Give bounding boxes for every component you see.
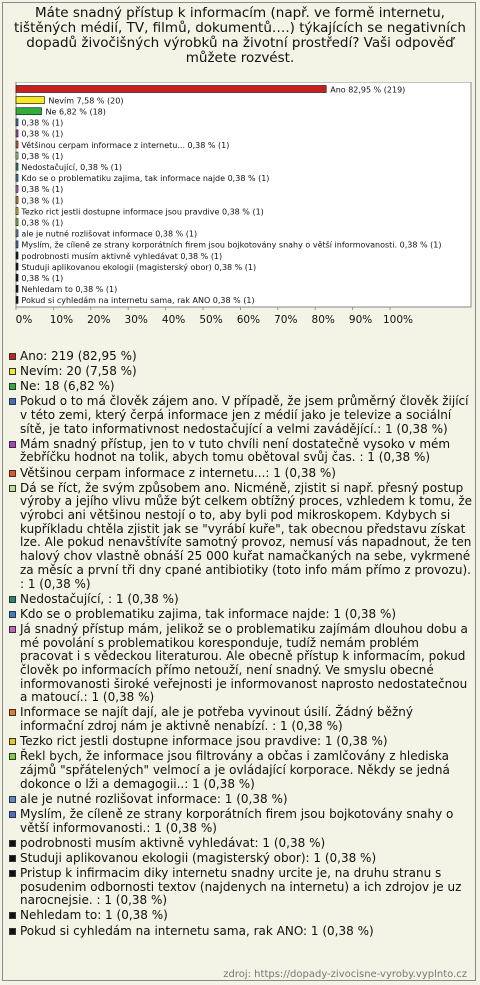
legend-label: Kdo se o problematiku zajima, tak informace najde: 1 (0,38 %)	[20, 606, 397, 621]
legend-label: Ne: 18 (6,82 %)	[20, 379, 115, 394]
bar	[16, 141, 18, 148]
x-tick-label: 0%	[15, 314, 33, 326]
legend-swatch	[9, 855, 16, 862]
legend-swatch	[9, 738, 16, 745]
legend-label: ale je nutné rozlišovat informace: 1 (0,38 %)	[20, 791, 288, 806]
legend-swatch	[9, 928, 16, 935]
x-tick-label: 70%	[274, 314, 298, 326]
legend-swatch	[9, 596, 16, 603]
bar-plot	[13, 82, 473, 346]
legend-swatch	[9, 470, 16, 477]
legend-item	[9, 482, 475, 592]
legend-swatch	[9, 840, 16, 847]
legend-swatch	[9, 870, 16, 877]
bar-label: 0,38 % (1)	[21, 151, 64, 161]
legend-label: Tezko rict jestli dostupne informace jsou pravdive: 1 (0,38 %)	[20, 734, 388, 749]
bar-label: 0,38 % (1)	[21, 129, 64, 139]
legend-item	[9, 395, 475, 436]
bar-label: Nedostačující, 0,38 % (1)	[21, 163, 122, 172]
bar	[16, 241, 18, 248]
legend-label: Řekl bych, že informace jsou filtrovány a občas i zamlčovány z hlediska zájmů "spřátelených" velmocí a je ovládající korporace. Někdy se jedná dokonce o lži a demagogii..: 1 (0,38 %)	[20, 749, 450, 791]
bar-label: podrobnosti musím aktivně vyhledávat 0,38 % (1)	[21, 251, 223, 261]
chart-frame	[2, 2, 476, 981]
bar-label: Nevím 7,58 % (20)	[48, 96, 124, 106]
legend-swatch	[9, 796, 16, 803]
bar	[16, 219, 18, 226]
x-tick-label: 30%	[124, 314, 148, 326]
bar-label: Myslím, že cíleně ze strany korporátních firem jsou bojkotovány snahy o větší informovanosti. 0,38 % (1)	[21, 240, 442, 250]
bar	[16, 119, 18, 126]
bar	[16, 230, 18, 237]
bar-label: 0,38 % (1)	[21, 185, 64, 195]
legend-item	[9, 380, 475, 394]
bar-label: Studuji aplikovanou ekologii (magisterský obor) 0,38 % (1)	[21, 262, 257, 272]
legend	[9, 350, 475, 940]
legend-swatch	[9, 709, 16, 716]
legend-item	[9, 852, 475, 866]
legend-item	[9, 623, 475, 705]
bar	[16, 97, 44, 104]
legend-item	[9, 808, 475, 835]
bar	[16, 174, 18, 181]
legend-label: Dá se říct, že svým způsobem ano. Nicméně, zjistit si např. přesný postup výroby a jejího vlivu může být celkem obtížný proces, vzhledem k tomu, že výrobci ani většinou nestojí o to, aby byli pod mikroskopem. Kdybych si kupříkladu chtěla zjistit jak se "vyrábí kuře", tak obecnou představu získat lze. Ale pokud nenavštívíte samotný provoz, nemusí vás napadnout, že ten halový chov vlastně obnáší 25 000 kuřat namačkaných na sebe, vykrmené za měsíc a první tři dny cpané antibiotiky (toto info mám přímo z provozu). : 1 (0,38 %)	[20, 480, 473, 591]
x-tick-label: 90%	[348, 314, 373, 326]
legend-item	[9, 608, 475, 622]
legend-item	[9, 467, 475, 481]
legend-label: Většinou cerpam informace z internetu...: 1 (0,38 %)	[20, 465, 336, 480]
legend-label: Ano: 219 (82,95 %)	[20, 349, 137, 363]
legend-swatch	[9, 441, 16, 448]
x-tick-label: 20%	[87, 314, 111, 326]
legend-item	[9, 750, 475, 791]
legend-label: Já snadný přístup mám, jelikož se o problematiku zajímám dlouhou dobu a mé povolání s problematikou koresponduje, tudíž nemám problém pracovat i s vědeckou literaturou. Ale obecně přístup k informacím, pokud člověk po informacích přímo netouží, není snadný. Ve smyslu obecné informovanosti široké veřejnosti je informovanost naprosto nedostatečnou a matoucí.: 1 (0,38 %)	[20, 621, 468, 705]
bar	[16, 252, 18, 259]
source-note: zdroj: https://dopady-zivocisne-vyroby.vyplnto.cz	[223, 969, 467, 980]
bar-label: 0,38 % (1)	[21, 196, 64, 206]
x-tick-label: 80%	[311, 314, 335, 326]
legend-label: Nehledam to: 1 (0,38 %)	[20, 908, 168, 923]
legend-label: Nedostačující, : 1 (0,38 %)	[20, 591, 179, 606]
chart-title: Máte snadný přístup k informacím (např. ve formě internetu, tištěných médií, TV, filmů, dokumentů….) týkajících se negativních dopadů živočišných výrobků na životní prostředí? Vaši odpověď můžete rozvést.	[14, 5, 466, 66]
x-tick-label: 40%	[161, 314, 186, 326]
legend-item	[9, 837, 475, 851]
x-tick-label: 100%	[382, 314, 414, 326]
bar	[16, 263, 18, 270]
legend-item	[9, 867, 475, 908]
bar-label: 0,38 % (1)	[21, 274, 64, 283]
legend-label: Myslím, že cíleně ze strany korporátních firem jsou bojkotovány snahy o větší informovanosti.: 1 (0,38 %)	[20, 806, 454, 835]
bar	[16, 108, 42, 115]
legend-swatch	[9, 611, 16, 618]
bar	[16, 163, 18, 170]
legend-swatch	[9, 753, 16, 760]
bar	[16, 274, 18, 281]
x-tick-label: 50%	[199, 314, 223, 326]
bar	[16, 185, 18, 192]
legend-item	[9, 925, 475, 939]
legend-label: Pokud si cyhledám na internetu sama, rak ANO: 1 (0,38 %)	[20, 923, 374, 938]
legend-item	[9, 793, 475, 807]
x-tick-label: 60%	[236, 314, 261, 326]
legend-item	[9, 909, 475, 923]
bar-label: Kdo se o problematiku zajima, tak informace najde 0,38 % (1)	[21, 174, 270, 184]
legend-label: Informace se najít dají, ale je potřeba vyvinout úsilí. Žádný běžný informační zdroj nám je aktivně nenabízí. : 1 (0,38 %)	[20, 705, 413, 734]
legend-swatch	[9, 626, 16, 633]
legend-swatch	[9, 383, 16, 390]
legend-swatch	[9, 811, 16, 818]
legend-item	[9, 706, 475, 733]
bar	[16, 130, 18, 137]
bar	[16, 296, 18, 303]
bar-label: 0,38 % (1)	[21, 218, 64, 228]
legend-item	[9, 350, 475, 364]
bar	[16, 197, 18, 204]
bar-label: Nehledam to 0,38 % (1)	[21, 285, 118, 295]
bar-label: Ne 6,82 % (18)	[45, 107, 106, 117]
legend-swatch	[9, 353, 16, 360]
legend-swatch	[9, 398, 16, 405]
bar	[16, 208, 18, 215]
legend-item	[9, 365, 475, 379]
bar-label: ale je nutné rozlišovat informace 0,38 % (1)	[21, 229, 198, 239]
bar-label: 0,38 % (1)	[21, 118, 64, 128]
legend-item	[9, 593, 475, 607]
bar-label: Ano 82,95 % (219)	[330, 85, 406, 95]
legend-label: Mám snadný přístup, jen to v tuto chvíli není dostatečně vysoko v mém žebříčku hodnot na tolik, abych tomu obětoval svůj čas. : 1 (0,38 %)	[20, 436, 451, 465]
bar	[16, 152, 18, 159]
bar	[16, 285, 18, 292]
legend-label: Pokud o to má člověk zájem ano. V případě, že jsem průměrný člověk žijící v této zemi, který čerpá informace jen z médií jako je televize a sociální sítě, je tato informativnost nedostačující a velmi zavádějící.: 1 (0,38 %)	[20, 394, 469, 436]
bar	[16, 86, 326, 93]
bar-label: Tezko rict jestli dostupne informace jsou pravdive 0,38 % (1)	[21, 207, 264, 217]
legend-item	[9, 735, 475, 749]
legend-swatch	[9, 368, 16, 375]
bar-label: Pokud si cyhledám na internetu sama, rak ANO 0,38 % (1)	[21, 296, 255, 306]
legend-label: podrobnosti musím aktivně vyhledávat: 1 (0,38 %)	[20, 835, 326, 850]
legend-swatch	[9, 485, 16, 492]
x-tick-label: 10%	[49, 314, 74, 326]
legend-label: Studuji aplikovanou ekologii (magisterský obor): 1 (0,38 %)	[20, 850, 377, 865]
legend-label: Pristup k infirmacim diky internetu snadny urcite je, na druhu stranu s posudenim odbornosti textov (najdenych na internetu) a ich zdrojov je uz narocnejsie. : 1 (0,38 %)	[20, 865, 462, 908]
legend-item	[9, 438, 475, 465]
legend-label: Nevím: 20 (7,58 %)	[20, 364, 137, 379]
bar-label: Většinou cerpam informace z internetu... 0,38 % (1)	[21, 140, 230, 150]
legend-swatch	[9, 912, 16, 919]
